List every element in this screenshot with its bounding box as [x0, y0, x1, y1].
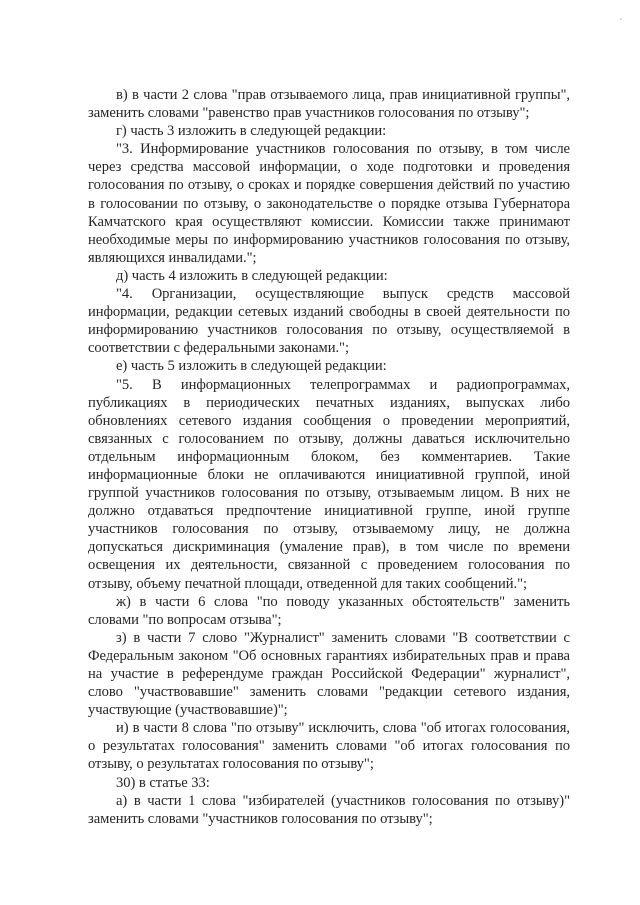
paragraph-a-part-1: а) в части 1 слова "избирателей (участников голосования по отзыву)" заменить словами "участников голосования по отзыву";	[88, 792, 570, 827]
paragraph-z-part-7: з) в части 7 слово "Журналист" заменить словами "В соответствии с Федеральным законом "Об основных гарантиях избирательных прав и права на участие в референдуме граждан Российской Федерации" журналист", слово "участвовавшие" заменить словами "редакции сетевого издания, участвующие (участвовавшие)";	[88, 629, 570, 719]
paragraph-e-part-5-heading: е) часть 5 изложить в следующей редакции:	[116, 358, 387, 375]
paragraph-d-part-4-heading: д) часть 4 изложить в следующей редакции:	[116, 267, 388, 284]
paragraph-item-30: 30) в статье 33:	[116, 774, 210, 791]
paragraph-v-part-2: в) в части 2 слова "прав отзываемого лица, прав инициативной группы", заменить словами "равенство прав участников голосования по отзыву";	[88, 87, 570, 122]
scan-speck	[620, 18, 622, 20]
paragraph-part-3-text: "3. Информирование участников голосования по отзыву, в том числе через средства массовой информации, о ходе подготовки и проведения голосования по отзыву, о сроках и порядке совершения действий по участию в голосовании по отзыву, о законодательстве о порядке отзыва Губернатора Камчатского края осуществляют комиссии. Комиссии также принимают необходимые меры по информированию участников голосования по отзыву, являющихся инвалидами.";	[88, 141, 570, 266]
paragraph-part-5-text: "5. В информационных телепрограммах и радиопрограммах, публикациях в периодических печатных изданиях, выпусках либо обновлениях сетевого издания сообщения о проведении мероприятий, связанных с голосованием по отзыву, должны даваться исключительно отдельным информационным блоком, без комментариев. Такие информационные блоки не оплачиваются инициативной группой, иной группой участников голосования по отзыву, отзываемым лицом. В них не должно отдаваться предпочтение инициативной группе, иной группе участников голосования по отзыву, отзываемому лицу, не должна допускаться дискриминация (умаление прав), в том числе по времени освещения их деятельности, связанной с проведением голосования по отзыву, объему печатной площади, отведенной для таких сообщений.";	[88, 376, 570, 592]
document-body	[88, 86, 570, 828]
paragraph-g-part-3-heading: г) часть 3 изложить в следующей редакции:	[116, 123, 387, 140]
paragraph-zh-part-6: ж) в части 6 слова "по поводу указанных обстоятельств" заменить словами "по вопросам отзыва";	[88, 593, 570, 628]
paragraph-part-4-text: "4. Организации, осуществляющие выпуск средств массовой информации, редакции сетевых изданий свободны в своей деятельности по информированию участников голосования по отзыву, осуществляемой в соответствии с федеральными законами.";	[88, 286, 570, 357]
paragraph-i-part-8: и) в части 8 слова "по отзыву" исключить, слова "об итогах голосования, о результатах голосования" заменить словами "об итогах голосования по отзыву, о результатах голосования по отзыву";	[88, 720, 570, 773]
